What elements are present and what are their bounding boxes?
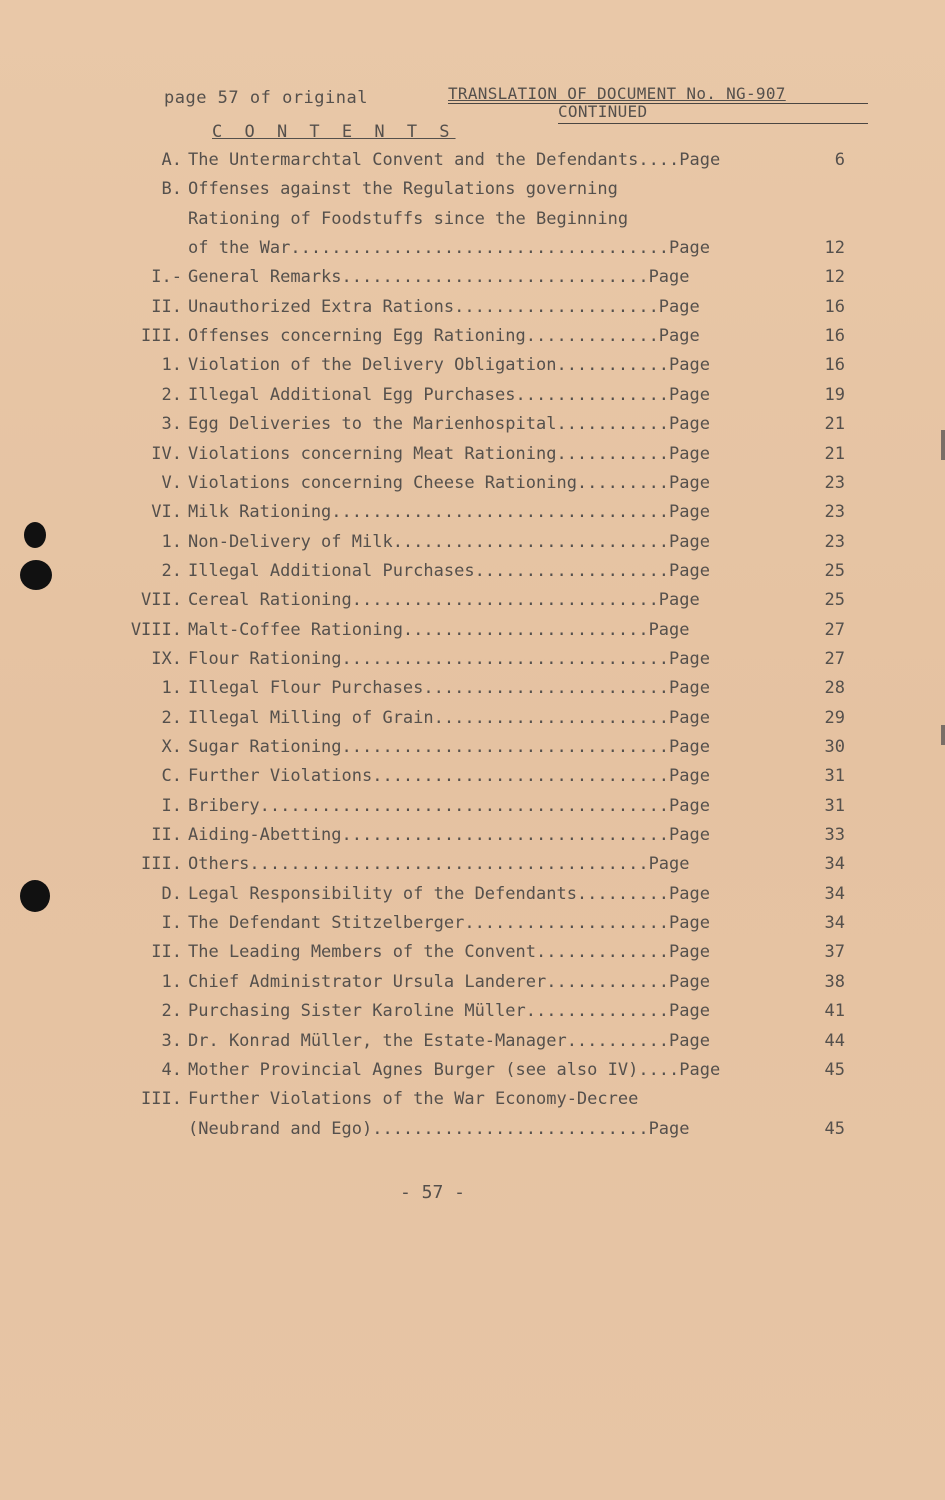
toc-entry-label: VIII. [130, 619, 182, 640]
punch-hole-mark [24, 522, 46, 548]
toc-entry-label: I. [161, 795, 182, 816]
punch-hole-mark [20, 560, 52, 590]
toc-entry-label: 2. [161, 384, 182, 405]
toc-entry-page-number: 12 [824, 267, 845, 288]
toc-entry-page-number: 21 [824, 414, 845, 435]
toc-entry [0, 209, 945, 238]
toc-entry-page-number: 27 [824, 648, 845, 669]
toc-entry [0, 532, 945, 561]
toc-entry-page-number: 41 [824, 1001, 845, 1022]
toc-entry-label: 2. [161, 560, 182, 581]
toc-entry-label: 1. [161, 531, 182, 552]
toc-entry-label: II. [151, 825, 182, 846]
toc-entry-label: D. [161, 883, 182, 904]
toc-entry-text: Offenses against the Regulations governing [188, 179, 618, 200]
translation-title: TRANSLATION OF DOCUMENT No. NG-907 [448, 84, 868, 104]
toc-entry-page-number: 28 [824, 678, 845, 699]
toc-entry-label: 1. [161, 971, 182, 992]
toc-entry-label: II. [151, 942, 182, 963]
toc-entry-label: II. [151, 296, 182, 317]
toc-entry-page-number: 16 [824, 296, 845, 317]
toc-entry-page-number: 16 [824, 355, 845, 376]
toc-entry [0, 1001, 945, 1030]
toc-entry-text: Bribery........................................Page [188, 795, 710, 816]
toc-entry-page-number: 25 [824, 560, 845, 581]
toc-entry-page-number: 34 [824, 913, 845, 934]
toc-entry-text: Malt-Coffee Rationing........................Page [188, 619, 690, 640]
toc-entry-text: Purchasing Sister Karoline Müller..............Page [188, 1001, 710, 1022]
edge-mark [941, 725, 945, 745]
toc-entry-label: V. [161, 472, 182, 493]
toc-entry-label: 2. [161, 1001, 182, 1022]
toc-entry-label: VI. [151, 502, 182, 523]
toc-entry-text: Dr. Konrad Müller, the Estate-Manager..........Page [188, 1030, 710, 1051]
toc-entry [0, 502, 945, 531]
toc-entry-text: Chief Administrator Ursula Landerer............Page [188, 971, 710, 992]
toc-entry-text: Egg Deliveries to the Marienhospital...........Page [188, 414, 710, 435]
toc-entry [0, 473, 945, 502]
toc-entry-text: Flour Rationing................................Page [188, 648, 710, 669]
toc-entry-page-number: 34 [824, 854, 845, 875]
toc-entry-text: Rationing of Foodstuffs since the Beginning [188, 208, 629, 229]
punch-hole-mark [20, 880, 50, 912]
toc-entry [0, 678, 945, 707]
toc-entry-page-number: 30 [824, 737, 845, 757]
toc-entry-text: The Untermarchtal Convent and the Defendants....Page [188, 150, 721, 170]
toc-entry [0, 1119, 945, 1148]
toc-entry [0, 708, 945, 737]
toc-entry-text: General Remarks..............................Page [188, 267, 690, 288]
toc-entry-text: Violations concerning Cheese Rationing.........Page [188, 472, 710, 493]
toc-entry [0, 972, 945, 1001]
toc-entry [0, 796, 945, 825]
toc-entry-page-number: 33 [824, 825, 845, 846]
toc-entry [0, 1060, 945, 1089]
toc-entry-label: IV. [151, 443, 182, 464]
toc-entry-text: Further Violations.............................Page [188, 766, 710, 787]
toc-entry-label: III. [141, 326, 182, 347]
toc-entry-page-number: 38 [824, 971, 845, 992]
toc-entry-text: Others.......................................Page [188, 854, 690, 875]
toc-entry-text: Cereal Rationing..............................Page [188, 590, 700, 611]
toc-entry-label: B. [161, 179, 182, 200]
toc-entry-text: Illegal Flour Purchases........................Page [188, 678, 710, 699]
toc-entry-text: Violation of the Delivery Obligation...........Page [188, 355, 710, 376]
toc-entry-page-number: 25 [824, 590, 845, 611]
toc-entry-page-number: 6 [834, 150, 845, 170]
toc-entry-text: Illegal Milling of Grain.......................Page [188, 707, 710, 728]
toc-entry [0, 854, 945, 883]
toc-entry-text: Further Violations of the War Economy-Decree [188, 1089, 639, 1110]
toc-entry-page-number: 23 [824, 502, 845, 523]
toc-entry-text: Non-Delivery of Milk...........................Page [188, 531, 710, 552]
toc-entry-page-number: 23 [824, 472, 845, 493]
toc-entry [0, 649, 945, 678]
toc-entry [0, 385, 945, 414]
toc-entry-page-number: 45 [824, 1059, 845, 1080]
toc-entry [0, 590, 945, 619]
toc-entry-text: Illegal Additional Purchases...................Page [188, 560, 710, 581]
page-number: - 57 - [400, 1182, 466, 1203]
toc-entry-text: of the War.....................................Page [188, 238, 710, 259]
toc-entry-label: X. [161, 737, 182, 757]
toc-entry-text: The Defendant Stitzelberger....................Page [188, 913, 710, 934]
toc-entry-text: The Leading Members of the Convent.............Page [188, 942, 710, 963]
toc-entry-label: A. [161, 150, 182, 170]
toc-entry-page-number: 21 [824, 443, 845, 464]
translation-header [448, 84, 868, 124]
toc-entry [0, 766, 945, 795]
toc-entry-page-number: 34 [824, 883, 845, 904]
toc-entry-text: (Neubrand and Ego)...........................Page [188, 1118, 690, 1139]
toc-entry-page-number: 37 [824, 942, 845, 963]
toc-entry [0, 561, 945, 590]
toc-entry-label: IX. [151, 648, 182, 669]
toc-entry [0, 1089, 945, 1118]
toc-entry-label: I.- [151, 267, 182, 288]
toc-entry-label: 1. [161, 678, 182, 699]
toc-entry [0, 297, 945, 326]
toc-entry [0, 825, 945, 854]
toc-entry-page-number: 45 [824, 1118, 845, 1139]
toc-entry-page-number: 31 [824, 795, 845, 816]
toc-entry [0, 737, 945, 766]
toc-entry-page-number: 29 [824, 707, 845, 728]
toc-entry [0, 150, 945, 179]
original-page-reference: page 57 of original [164, 88, 368, 108]
toc-entry [0, 355, 945, 384]
toc-entry-page-number: 23 [824, 531, 845, 552]
toc-entry-page-number: 27 [824, 619, 845, 640]
toc-entry-label: 3. [161, 414, 182, 435]
toc-entry [0, 326, 945, 355]
toc-entry-text: Milk Rationing.................................Page [188, 502, 710, 523]
toc-entry-text: Offenses concerning Egg Rationing.............Page [188, 326, 700, 347]
toc-entry-label: 4. [161, 1059, 182, 1080]
toc-entry-label: III. [141, 854, 182, 875]
toc-entry-text: Aiding-Abetting................................Page [188, 825, 710, 846]
toc-entry [0, 884, 945, 913]
toc-entry [0, 1031, 945, 1060]
toc-entry [0, 179, 945, 208]
toc-entry [0, 414, 945, 443]
toc-entry-label: III. [141, 1089, 182, 1110]
toc-entry-text: Illegal Additional Egg Purchases...............Page [188, 384, 710, 405]
contents-heading: C O N T E N T S [212, 122, 456, 142]
toc-entry [0, 913, 945, 942]
toc-entry-page-number: 19 [824, 384, 845, 405]
edge-mark [941, 430, 945, 460]
toc-entry-text: Violations concerning Meat Rationing...........Page [188, 443, 710, 464]
toc-entry-label: 3. [161, 1030, 182, 1051]
toc-entry-text: Legal Responsibility of the Defendants.........Page [188, 883, 710, 904]
toc-entry [0, 267, 945, 296]
toc-entry-label: C. [161, 766, 182, 787]
toc-entry [0, 444, 945, 473]
toc-entry-text: Unauthorized Extra Rations....................Page [188, 296, 700, 317]
toc-entry-page-number: 16 [824, 326, 845, 347]
toc-entry-page-number: 31 [824, 766, 845, 787]
toc-entry-label: I. [161, 913, 182, 934]
toc-entry-page-number: 44 [824, 1030, 845, 1051]
toc-entry-text: Mother Provincial Agnes Burger (see also IV)....Page [188, 1059, 721, 1080]
toc-entry-label: 2. [161, 707, 182, 728]
toc-entry-text: Sugar Rationing................................Page [188, 737, 710, 757]
toc-entry-label: 1. [161, 355, 182, 376]
continued-label: CONTINUED [558, 102, 868, 124]
toc-entry [0, 238, 945, 267]
toc-entry-label: VII. [141, 590, 182, 611]
toc-entry-page-number: 12 [824, 238, 845, 259]
toc-entry [0, 620, 945, 649]
toc-entry [0, 942, 945, 971]
